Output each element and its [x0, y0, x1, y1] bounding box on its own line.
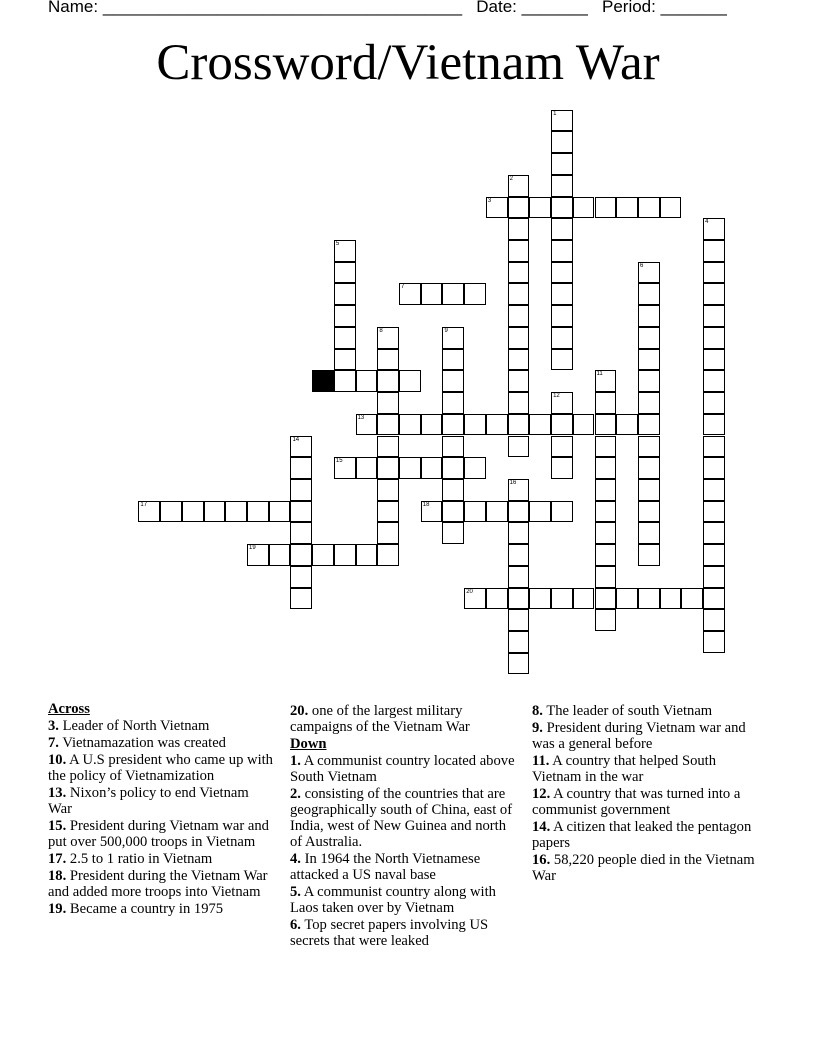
period-blank[interactable]: _______ — [660, 0, 727, 16]
clue-text: President during Vietnam war and was a general before — [532, 720, 746, 752]
clue-number-label: 5. — [290, 884, 301, 900]
clue-item — [48, 818, 274, 850]
clue-item — [290, 703, 518, 735]
clue-item — [290, 786, 518, 850]
clue-number-label: 13. — [48, 785, 67, 801]
clue-number-label: 18. — [48, 868, 67, 884]
crossword-cell[interactable] — [638, 588, 660, 610]
down-heading: Down — [290, 736, 327, 752]
crossword-cell[interactable] — [508, 479, 530, 501]
crossword-cell[interactable] — [290, 501, 312, 523]
clue-item — [532, 819, 762, 851]
crossword-cell[interactable] — [377, 349, 399, 371]
crossword-cell[interactable] — [225, 501, 247, 523]
crossword-cell[interactable] — [290, 566, 312, 588]
crossword-cell[interactable] — [508, 566, 530, 588]
crossword-cell[interactable] — [377, 501, 399, 523]
crossword-cell[interactable] — [703, 349, 725, 371]
crossword-cell[interactable] — [442, 501, 464, 523]
crossword-cell[interactable] — [334, 262, 356, 284]
clue-number-label: 11. — [532, 753, 550, 769]
crossword-cell[interactable] — [703, 436, 725, 458]
crossword-cell[interactable] — [551, 305, 573, 327]
crossword-cell[interactable] — [399, 370, 421, 392]
clue-text: A country that was turned into a communist government — [532, 786, 741, 818]
clue-number: 9 — [444, 327, 448, 334]
crossword-cell[interactable] — [508, 218, 530, 240]
clue-text: Vietnamazation was created — [62, 735, 226, 751]
clue-number-label: 10. — [48, 752, 67, 768]
crossword-cell[interactable] — [334, 457, 356, 479]
crossword-cell[interactable] — [269, 544, 291, 566]
crossword-cell[interactable] — [595, 566, 617, 588]
crossword-cell[interactable] — [486, 588, 508, 610]
crossword-cell[interactable] — [160, 501, 182, 523]
crossword-cell[interactable] — [334, 349, 356, 371]
crossword-cell[interactable] — [638, 327, 660, 349]
crossword-cell[interactable] — [508, 653, 530, 675]
crossword-cell[interactable] — [290, 436, 312, 458]
crossword-cell[interactable] — [529, 588, 551, 610]
clue-number-label: 8. — [532, 703, 543, 719]
clue-item — [48, 851, 274, 867]
crossword-cell[interactable] — [595, 609, 617, 631]
crossword-cell[interactable] — [638, 414, 660, 436]
crossword-cell[interactable] — [421, 414, 443, 436]
clue-number-label: 2. — [290, 786, 301, 802]
crossword-cell[interactable] — [334, 240, 356, 262]
crossword-cell[interactable] — [464, 501, 486, 523]
crossword-cell[interactable] — [638, 501, 660, 523]
clue-text: A communist country along with Laos taken over by Vietnam — [290, 884, 496, 916]
crossword-cell[interactable] — [638, 370, 660, 392]
crossword-cell[interactable] — [595, 544, 617, 566]
clue-text: President during Vietnam war and put over 500,000 troops in Vietnam — [48, 818, 269, 850]
crossword-cell[interactable] — [442, 392, 464, 414]
crossword-cell[interactable] — [616, 197, 638, 219]
crossword-cell[interactable] — [442, 479, 464, 501]
crossword-cell[interactable] — [377, 414, 399, 436]
name-blank[interactable]: ______________________________________ — [102, 0, 463, 16]
clue-number-label: 12. — [532, 786, 551, 802]
crossword-cell[interactable] — [508, 262, 530, 284]
crossword-cell[interactable] — [573, 414, 595, 436]
crossword-cell[interactable] — [464, 588, 486, 610]
crossword-cell[interactable] — [551, 392, 573, 414]
clue-number: 17 — [140, 501, 148, 508]
crossword-cell[interactable] — [703, 305, 725, 327]
crossword-cell[interactable] — [290, 457, 312, 479]
clue-number: 13 — [357, 414, 365, 421]
crossword-cell[interactable] — [573, 197, 595, 219]
clue-number: 2 — [509, 175, 513, 182]
crossword-cell[interactable] — [464, 414, 486, 436]
crossword-cell[interactable] — [595, 414, 617, 436]
crossword-cell[interactable] — [290, 479, 312, 501]
clue-number: 3 — [487, 197, 492, 204]
crossword-cell[interactable] — [573, 588, 595, 610]
name-label: Name: — [48, 0, 99, 16]
crossword-cell[interactable] — [138, 501, 160, 523]
clue-item — [48, 735, 274, 751]
clue-item — [290, 753, 518, 785]
clue-text: A communist country located above South Vietnam — [290, 753, 515, 785]
clue-item — [48, 901, 274, 917]
crossword-cell[interactable] — [442, 349, 464, 371]
crossword-cell[interactable] — [551, 436, 573, 458]
across-heading: Across — [48, 701, 90, 717]
clue-text: Top secret papers involving US secrets that were leaked — [290, 917, 489, 949]
crossword-cell[interactable] — [595, 501, 617, 523]
clue-text: Became a country in 1975 — [69, 901, 224, 917]
crossword-cell[interactable] — [595, 588, 617, 610]
clue-number-label: 19. — [48, 901, 67, 917]
crossword-cell[interactable] — [508, 631, 530, 653]
crossword-cell[interactable] — [377, 544, 399, 566]
crossword-cell[interactable] — [508, 522, 530, 544]
crossword-cell[interactable] — [551, 240, 573, 262]
crossword-cell[interactable] — [703, 479, 725, 501]
clue-item — [532, 703, 762, 719]
clue-text: Nixon’s policy to end Vietnam War — [48, 785, 249, 817]
clue-item — [532, 852, 762, 884]
crossword-cell[interactable] — [551, 197, 573, 219]
crossword-cell[interactable] — [703, 262, 725, 284]
clues-column-3 — [532, 703, 762, 885]
crossword-cell[interactable] — [595, 392, 617, 414]
clue-item — [532, 753, 762, 785]
crossword-cell[interactable] — [399, 414, 421, 436]
clue-number: 16 — [509, 479, 517, 486]
crossword-cell[interactable] — [290, 588, 312, 610]
crossword-cell[interactable] — [247, 501, 269, 523]
page-title: Crossword/Vietnam War — [156, 35, 660, 91]
clue-number: 8 — [379, 327, 383, 334]
crossword-cell[interactable] — [508, 436, 530, 458]
clue-text: A citizen that leaked the pentagon papers — [532, 819, 752, 851]
crossword-cell[interactable] — [551, 218, 573, 240]
crossword-cell[interactable] — [442, 414, 464, 436]
clue-item — [48, 718, 274, 734]
crossword-cell[interactable] — [703, 392, 725, 414]
crossword-cell[interactable] — [290, 544, 312, 566]
crossword-cell[interactable] — [638, 544, 660, 566]
crossword-cell[interactable] — [508, 305, 530, 327]
period-label: Period: — [602, 0, 656, 16]
crossword-cell[interactable] — [638, 479, 660, 501]
clue-text: Leader of North Vietnam — [62, 718, 210, 734]
crossword-cell[interactable] — [442, 283, 464, 305]
clue-number: 15 — [335, 458, 343, 465]
clue-number: 12 — [553, 393, 560, 400]
clues-column-2 — [290, 703, 518, 950]
clue-number: 20 — [466, 588, 473, 595]
clue-number-label: 3. — [48, 718, 59, 734]
crossword-cell[interactable] — [660, 588, 682, 610]
crossword-cell[interactable] — [377, 479, 399, 501]
date-blank[interactable]: _______ — [521, 0, 588, 16]
crossword-cell[interactable] — [334, 370, 356, 392]
crossword-cell[interactable] — [182, 501, 204, 523]
crossword-cell[interactable] — [421, 501, 443, 523]
crossword-cell[interactable] — [703, 544, 725, 566]
crossword-cell[interactable] — [681, 588, 703, 610]
crossword-cell[interactable] — [334, 544, 356, 566]
crossword-cell[interactable] — [464, 457, 486, 479]
crossword-cell[interactable] — [377, 392, 399, 414]
crossword-cell[interactable] — [638, 436, 660, 458]
crossword-cell[interactable] — [703, 240, 725, 262]
crossword-cell[interactable] — [529, 414, 551, 436]
crossword-cell[interactable] — [334, 327, 356, 349]
crossword-cell[interactable] — [551, 349, 573, 371]
crossword-cell[interactable] — [551, 283, 573, 305]
crossword-cell[interactable] — [421, 283, 443, 305]
clue-number-label: 15. — [48, 818, 67, 834]
crossword-cell[interactable] — [703, 283, 725, 305]
crossword-cell[interactable] — [638, 392, 660, 414]
crossword-cell[interactable] — [421, 457, 443, 479]
crossword-cell[interactable] — [595, 197, 617, 219]
crossword-cell[interactable] — [638, 262, 660, 284]
crossword-cell[interactable] — [508, 175, 530, 197]
clue-item — [532, 786, 762, 818]
crossword-cell[interactable] — [442, 327, 464, 349]
crossword-cell[interactable] — [616, 414, 638, 436]
crossword-cell[interactable] — [551, 457, 573, 479]
crossword-cell[interactable] — [508, 283, 530, 305]
crossword-cell[interactable] — [703, 218, 725, 240]
crossword-cell[interactable] — [508, 609, 530, 631]
crossword-cell[interactable] — [508, 370, 530, 392]
crossword-cell[interactable] — [638, 522, 660, 544]
clue-number: 1 — [553, 110, 557, 117]
clue-number-label: 14. — [532, 819, 551, 835]
crossword-cell[interactable] — [529, 197, 551, 219]
crossword-cell[interactable] — [638, 305, 660, 327]
crossword-cell[interactable] — [703, 414, 725, 436]
crossword-cell[interactable] — [638, 197, 660, 219]
crossword-cell[interactable] — [290, 522, 312, 544]
crossword-cell[interactable] — [508, 588, 530, 610]
clue-number: 6 — [639, 262, 644, 269]
crossword-cell[interactable] — [638, 457, 660, 479]
clue-number: 14 — [292, 436, 300, 443]
crossword-cell[interactable] — [464, 283, 486, 305]
crossword-cell[interactable] — [703, 327, 725, 349]
crossword-cell[interactable] — [508, 392, 530, 414]
crossword-cell[interactable] — [356, 544, 378, 566]
clue-item — [48, 752, 274, 784]
crossword-cell[interactable] — [247, 544, 269, 566]
crossword-cell[interactable] — [551, 131, 573, 153]
clue-number: 18 — [422, 501, 430, 508]
clue-item — [48, 785, 274, 817]
date-label: Date: — [476, 0, 517, 16]
crossword-cell[interactable] — [356, 370, 378, 392]
crossword-cell[interactable] — [595, 370, 617, 392]
clue-item — [290, 917, 518, 949]
crossword-cell[interactable] — [377, 327, 399, 349]
crossword-cell[interactable] — [508, 327, 530, 349]
crossword-cell[interactable] — [703, 566, 725, 588]
clue-text: A U.S president who came up with the policy of Vietnamization — [48, 752, 273, 784]
clue-number: 7 — [401, 284, 405, 291]
clue-text: one of the largest military campaigns of the Vietnam War — [290, 703, 470, 735]
crossword-cell[interactable] — [377, 457, 399, 479]
crossword-cell[interactable] — [703, 588, 725, 610]
crossword-cell[interactable] — [508, 414, 530, 436]
crossword-cell[interactable] — [508, 240, 530, 262]
crossword-cell[interactable] — [595, 436, 617, 458]
crossword-cell[interactable] — [442, 370, 464, 392]
crossword-cell[interactable] — [551, 588, 573, 610]
crossword-cell[interactable] — [486, 414, 508, 436]
clue-number-label: 4. — [290, 851, 301, 867]
crossword-cell[interactable] — [551, 327, 573, 349]
crossword-cell[interactable] — [486, 501, 508, 523]
clue-text: In 1964 the North Vietnamese attacked a US naval base — [290, 851, 481, 883]
crossword-cell[interactable] — [703, 609, 725, 631]
crossword-cell[interactable] — [442, 436, 464, 458]
clue-number-label: 6. — [290, 917, 301, 933]
crossword-cell[interactable] — [486, 197, 508, 219]
crossword-cell[interactable] — [269, 501, 291, 523]
crossword-cell[interactable] — [595, 457, 617, 479]
crossword-cell[interactable] — [595, 522, 617, 544]
crossword-cell[interactable] — [442, 522, 464, 544]
crossword-cell[interactable] — [595, 479, 617, 501]
clue-number-label: 9. — [532, 720, 543, 736]
clue-item — [48, 868, 274, 900]
clue-number: 5 — [335, 241, 340, 248]
clue-number-label: 16. — [532, 852, 551, 868]
crossword-cell[interactable] — [399, 457, 421, 479]
crossword-cell[interactable] — [551, 501, 573, 523]
crossword-cell[interactable] — [442, 457, 464, 479]
crossword-cell[interactable] — [551, 262, 573, 284]
crossword-cell[interactable] — [551, 175, 573, 197]
crossword-cell[interactable] — [356, 414, 378, 436]
crossword-cell[interactable] — [703, 501, 725, 523]
clue-number-label: 1. — [290, 753, 301, 769]
crossword-cell[interactable] — [660, 197, 682, 219]
clue-number-label: 17. — [48, 851, 67, 867]
clue-number: 11 — [596, 371, 603, 378]
crossword-cell[interactable] — [551, 153, 573, 175]
crossword-cell[interactable] — [356, 457, 378, 479]
clue-item — [290, 851, 518, 883]
crossword-cell[interactable] — [551, 110, 573, 132]
crossword-cell[interactable] — [334, 305, 356, 327]
clue-item — [532, 720, 762, 752]
clue-number-label: 20. — [290, 703, 309, 719]
crossword-cell[interactable] — [334, 283, 356, 305]
clue-text: President during the Vietnam War and added more troops into Vietnam — [48, 868, 268, 900]
crossword-cell[interactable] — [508, 544, 530, 566]
crossword-cell[interactable] — [638, 283, 660, 305]
crossword-cell[interactable] — [703, 457, 725, 479]
crossword-cell[interactable] — [508, 501, 530, 523]
clue-text: The leader of south Vietnam — [546, 703, 713, 719]
clues-column-1 — [48, 701, 274, 918]
clue-text: A country that helped South Vietnam in the war — [532, 753, 717, 785]
crossword-cell[interactable] — [616, 588, 638, 610]
crossword-cell[interactable] — [377, 370, 399, 392]
clue-number-label: 7. — [48, 735, 59, 751]
crossword-block — [312, 370, 334, 392]
crossword-cell[interactable] — [312, 544, 334, 566]
crossword-cell[interactable] — [529, 501, 551, 523]
clue-item — [290, 884, 518, 916]
clue-number: 4 — [705, 219, 709, 226]
crossword-cell[interactable] — [638, 349, 660, 371]
crossword-cell[interactable] — [204, 501, 226, 523]
clue-text: 58,220 people died in the Vietnam War — [532, 852, 755, 884]
crossword-cell[interactable] — [377, 522, 399, 544]
crossword-cell[interactable] — [508, 349, 530, 371]
crossword-cell[interactable] — [508, 197, 530, 219]
crossword-cell[interactable] — [399, 283, 421, 305]
clue-number: 19 — [249, 545, 256, 552]
clue-text: consisting of the countries that are geographically south of China, east of India, west of New Guinea and north of Australia. — [290, 786, 513, 850]
clue-text: 2.5 to 1 ratio in Vietnam — [69, 851, 213, 867]
crossword-cell[interactable] — [377, 436, 399, 458]
crossword-cell[interactable] — [703, 522, 725, 544]
crossword-cell[interactable] — [551, 414, 573, 436]
crossword-cell[interactable] — [703, 631, 725, 653]
crossword-cell[interactable] — [703, 370, 725, 392]
